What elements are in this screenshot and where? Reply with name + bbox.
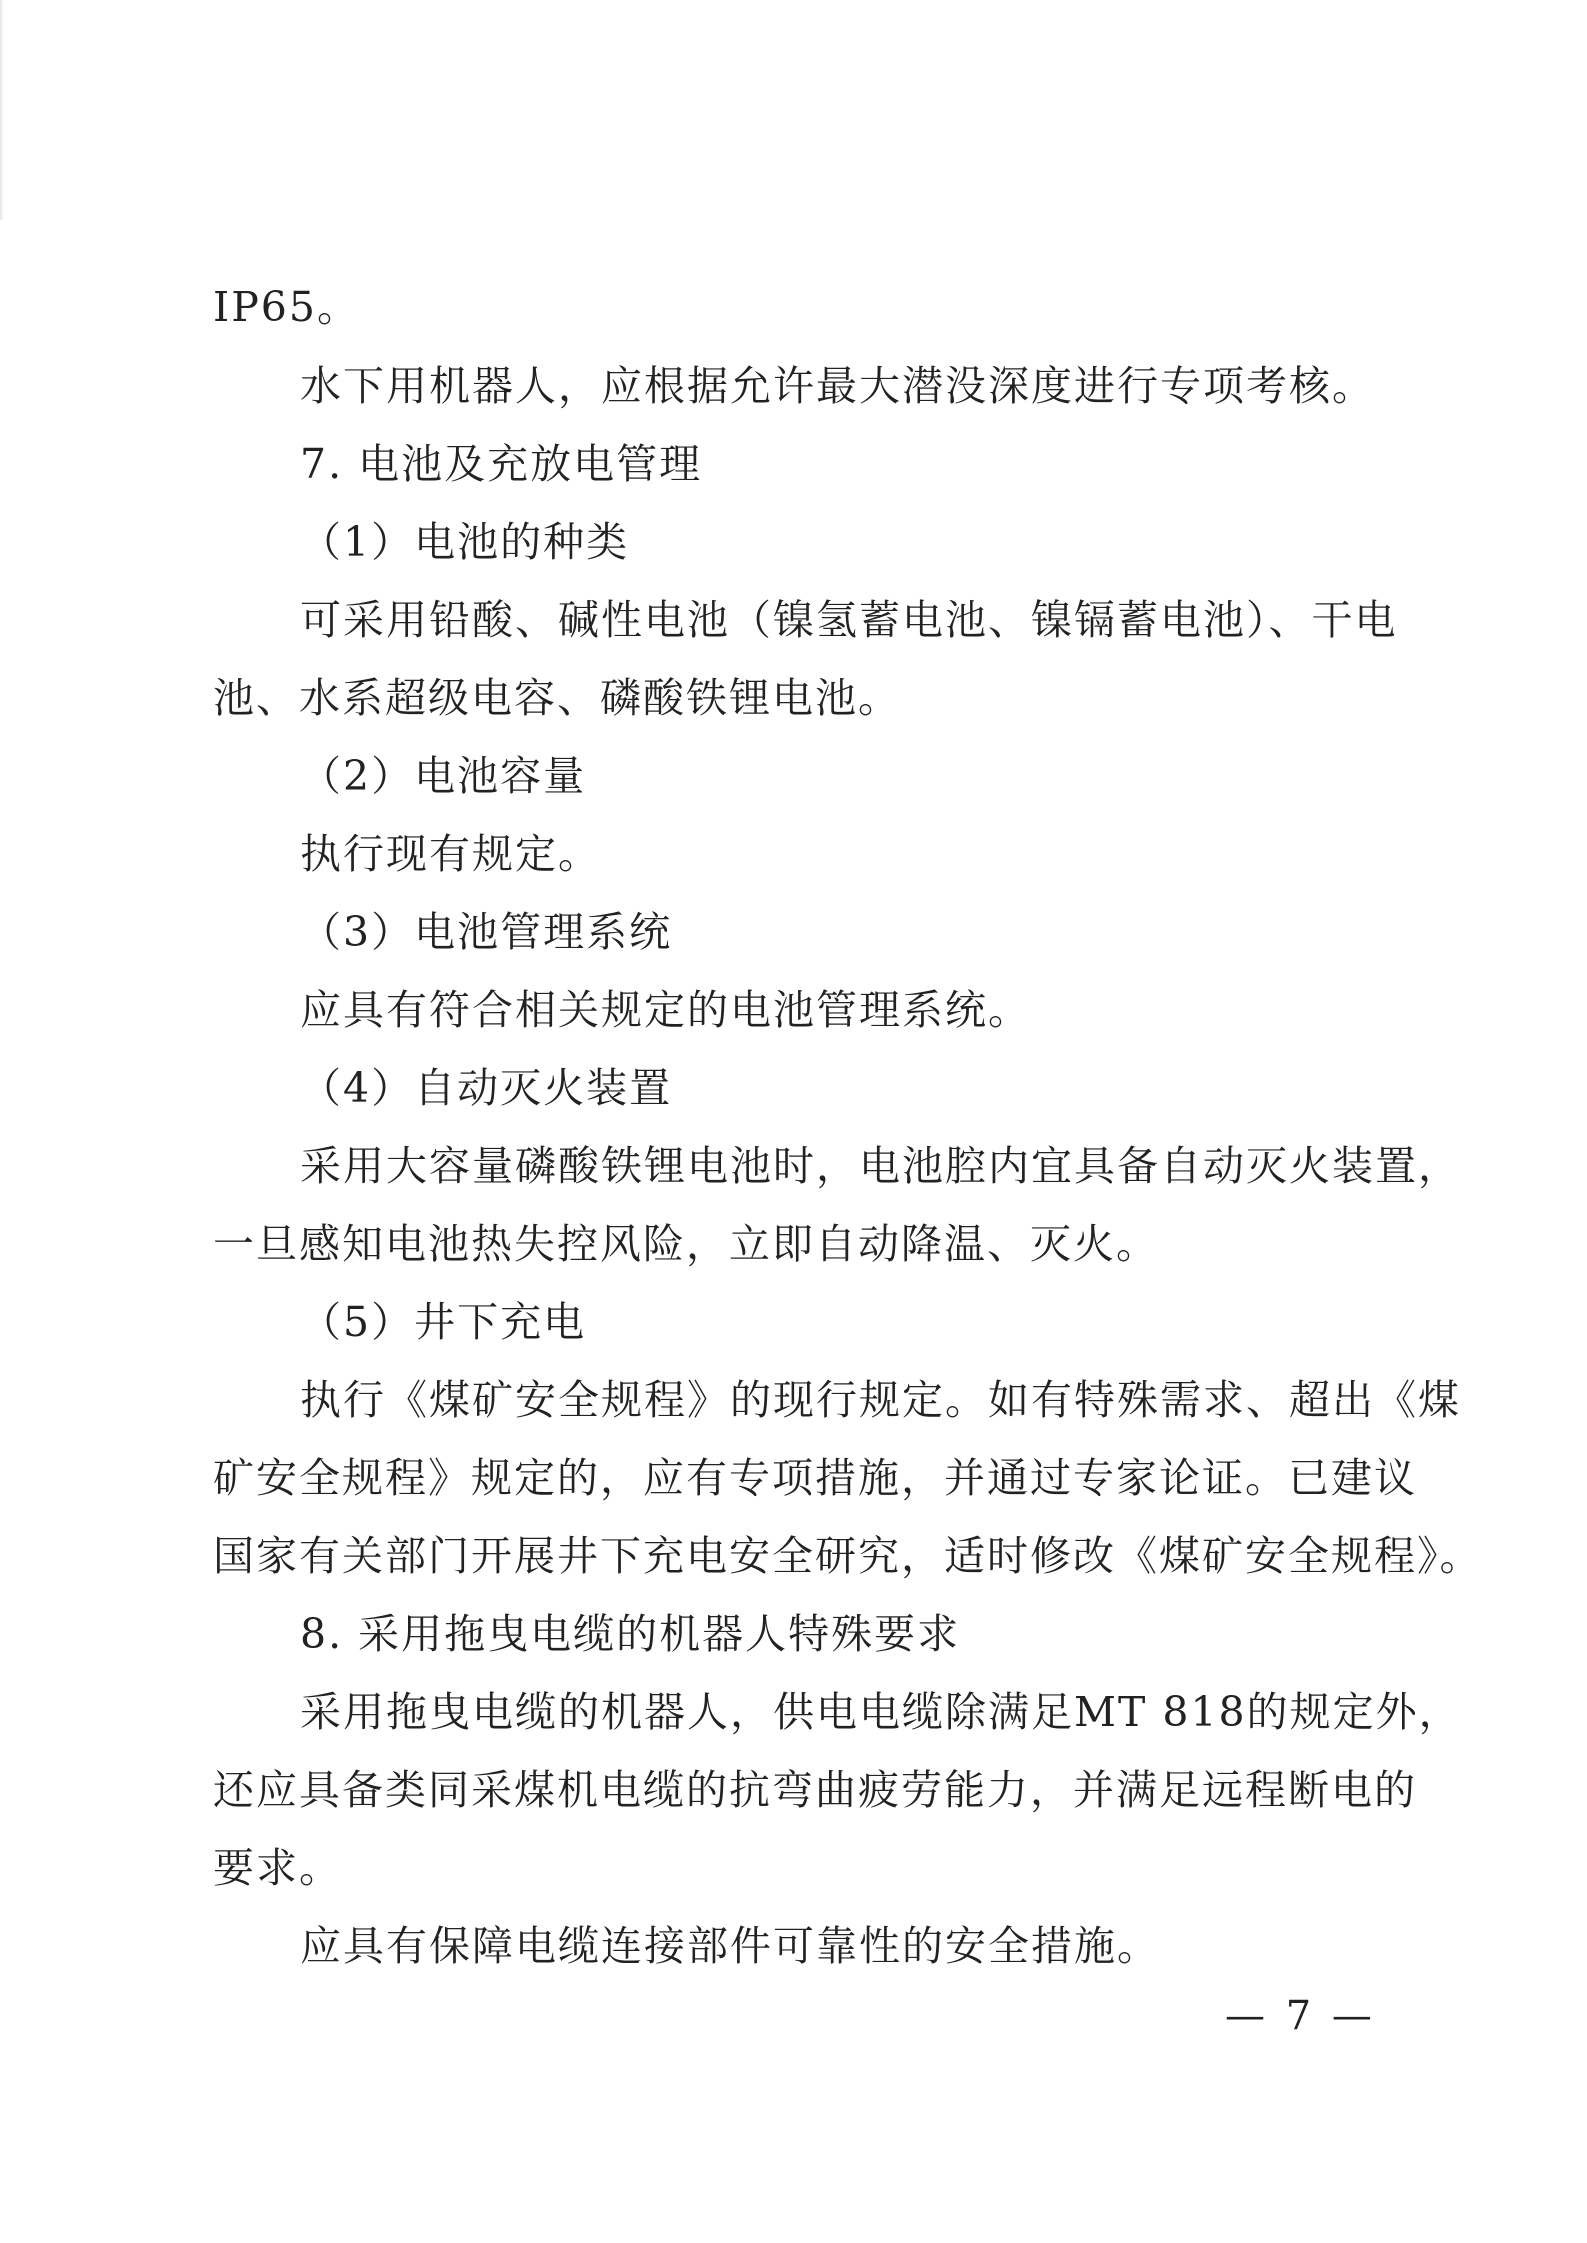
- text-line: 采用大容量磷酸铁锂电池时，电池腔内宜具备自动灭火装置，: [300, 1142, 1461, 1190]
- text-line: 可采用铅酸、碱性电池（镍氢蓄电池、镍镉蓄电池）、干电: [300, 596, 1398, 644]
- text-line: 水下用机器人，应根据允许最大潜没深度进行专项考核。: [300, 362, 1375, 410]
- text-line: 一旦感知电池热失控风险，立即自动降温、灭火。: [213, 1220, 1159, 1268]
- section-heading: 8. 采用拖曳电缆的机器人特殊要求: [300, 1610, 961, 1658]
- text-line: 应具有符合相关规定的电池管理系统。: [300, 986, 1031, 1034]
- subsection-heading: （5）井下充电: [300, 1298, 587, 1346]
- subsection-heading: （4）自动灭火装置: [300, 1064, 673, 1112]
- subsection-heading: （1）电池的种类: [300, 518, 630, 566]
- subsection-heading: （2）电池容量: [300, 752, 587, 800]
- text-line: 应具有保障电缆连接部件可靠性的安全措施。: [300, 1922, 1160, 1970]
- text-line: 要求。: [213, 1844, 342, 1892]
- text-line: 还应具备类同采煤机电缆的抗弯曲疲劳能力，并满足远程断电的: [213, 1766, 1417, 1814]
- text-line: IP65。: [213, 283, 360, 331]
- section-heading: 7. 电池及充放电管理: [300, 440, 703, 488]
- text-line: 执行现有规定。: [300, 830, 601, 878]
- text-line: 执行《煤矿安全规程》的现行规定。如有特殊需求、超出《煤: [300, 1376, 1461, 1424]
- text-line: 采用拖曳电缆的机器人，供电电缆除满足MT 818的规定外，: [300, 1688, 1462, 1736]
- text-line: 矿安全规程》规定的，应有专项措施，并通过专家论证。已建议: [213, 1454, 1417, 1502]
- text-line: 池、水系超级电容、磷酸铁锂电池。: [213, 674, 901, 722]
- subsection-heading: （3）电池管理系统: [300, 908, 673, 956]
- text-line: 国家有关部门开展井下充电安全研究，适时修改《煤矿安全规程》。: [213, 1532, 1483, 1580]
- page-number: — 7 —: [1225, 1993, 1376, 2039]
